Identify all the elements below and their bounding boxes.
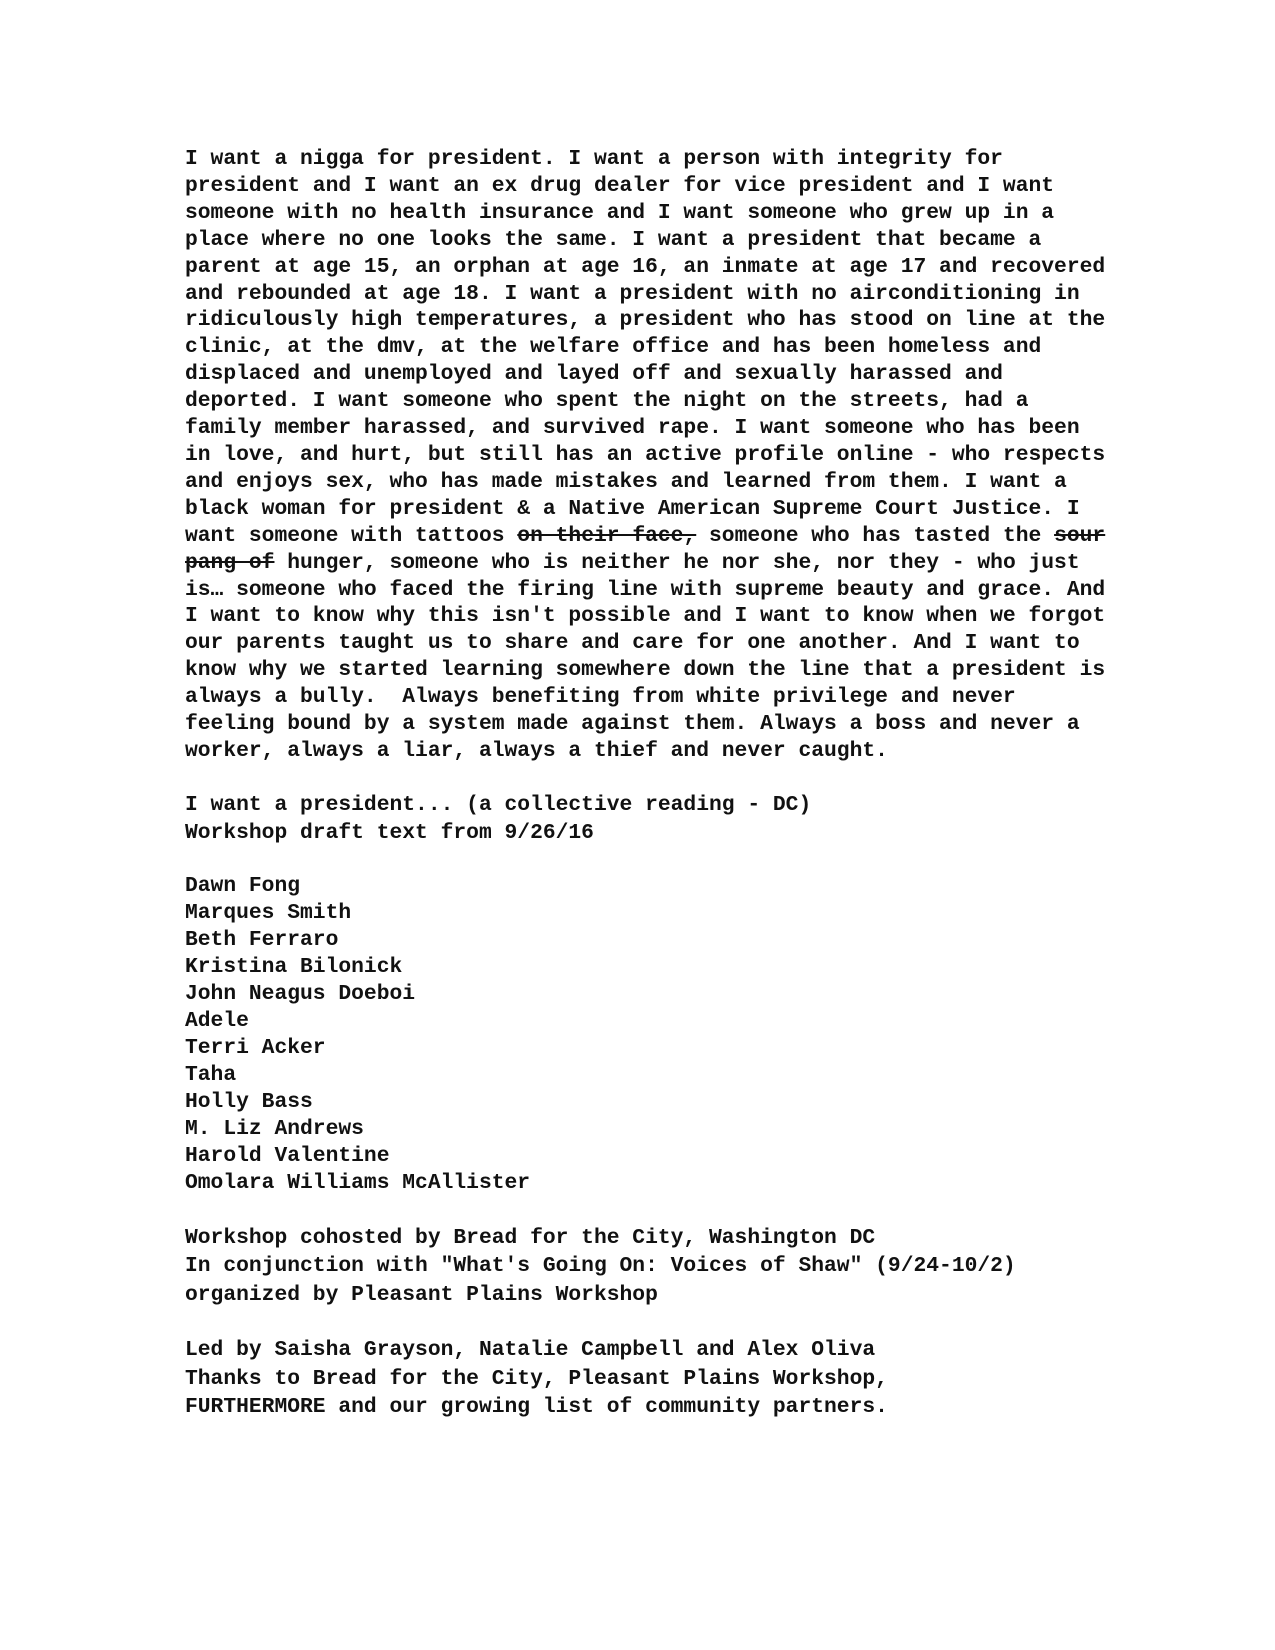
poem-text: is… someone who faced the firing line with supreme beauty and grace. And bbox=[185, 577, 1106, 602]
struck-text: on their face, bbox=[517, 523, 697, 548]
poem-line bbox=[185, 307, 1105, 334]
credits-block bbox=[185, 1336, 1105, 1422]
participant-name: Beth Ferraro bbox=[185, 927, 339, 952]
poem-body bbox=[185, 146, 1105, 765]
poem-line bbox=[185, 334, 1105, 361]
poem-line bbox=[185, 577, 1105, 604]
poem-text: and enjoys sex, who has made mistakes and learned from them. I want a bbox=[185, 469, 1067, 494]
participant-name: Omolara Williams McAllister bbox=[185, 1170, 531, 1195]
participant-name: Marques Smith bbox=[185, 900, 352, 925]
title-block bbox=[185, 791, 1105, 848]
poem-line bbox=[185, 603, 1105, 630]
poem-text: feeling bound by a system made against them. Always a boss and never a bbox=[185, 712, 1080, 737]
document-page bbox=[185, 146, 1105, 1422]
poem-text: I want a nigga for president. I want a person with integrity for bbox=[185, 147, 1003, 171]
poem-text: family member harassed, and survived rape. I want someone who has been bbox=[185, 416, 1080, 441]
organizer-line: organized by Pleasant Plains Workshop bbox=[185, 1282, 658, 1307]
poem-text: someone who has tasted the bbox=[696, 523, 1055, 548]
poem-line bbox=[185, 657, 1105, 684]
poem-line bbox=[185, 550, 1105, 577]
participant-name: Terri Acker bbox=[185, 1035, 326, 1060]
poem-line bbox=[185, 254, 1105, 281]
participant-name: Kristina Bilonick bbox=[185, 954, 403, 979]
poem-line bbox=[185, 684, 1105, 711]
poem-line bbox=[185, 523, 1105, 550]
thanks-line: Thanks to Bread for the City, Pleasant Plains Workshop, bbox=[185, 1366, 888, 1391]
poem-line bbox=[185, 146, 1105, 173]
poem-text: want someone with tattoos bbox=[185, 523, 518, 548]
cohost-line: Workshop cohosted by Bread for the City, Washington DC bbox=[185, 1225, 876, 1250]
poem-line bbox=[185, 630, 1105, 657]
struck-text: sour bbox=[1054, 523, 1106, 548]
poem-text: displaced and unemployed and layed off and sexually harassed and bbox=[185, 362, 1003, 387]
poem-line bbox=[185, 469, 1105, 496]
poem-line bbox=[185, 388, 1105, 415]
poem-text: deported. I want someone who spent the night on the streets, had a bbox=[185, 389, 1029, 414]
poem-text: clinic, at the dmv, at the welfare office and has been homeless and bbox=[185, 335, 1042, 360]
poem-line bbox=[185, 415, 1105, 442]
poem-line bbox=[185, 496, 1105, 523]
partners-line: FURTHERMORE and our growing list of community partners. bbox=[185, 1395, 888, 1420]
participant-name: Holly Bass bbox=[185, 1089, 313, 1114]
poem-line bbox=[185, 442, 1105, 469]
poem-line bbox=[185, 711, 1105, 738]
participant-name: Dawn Fong bbox=[185, 873, 301, 898]
poem-line bbox=[185, 281, 1105, 308]
poem-line bbox=[185, 173, 1105, 200]
poem-line bbox=[185, 227, 1105, 254]
poem-text: worker, always a liar, always a thief and never caught. bbox=[185, 738, 888, 763]
participant-name: Harold Valentine bbox=[185, 1143, 390, 1168]
participant-list bbox=[185, 873, 1105, 1197]
poem-line bbox=[185, 738, 1105, 765]
cohost-block bbox=[185, 1224, 1105, 1310]
poem-text: ridiculously high temperatures, a president who has stood on line at the bbox=[185, 308, 1106, 333]
poem-text: hunger, someone who is neither he nor she, nor they - who just bbox=[274, 550, 1080, 575]
leaders-line: Led by Saisha Grayson, Natalie Campbell and Alex Oliva bbox=[185, 1338, 876, 1363]
poem-text: and rebounded at age 18. I want a president with no airconditioning in bbox=[185, 281, 1080, 306]
poem-text: someone with no health insurance and I want someone who grew up in a bbox=[185, 200, 1055, 225]
poem-text: parent at age 15, an orphan at age 16, an inmate at age 17 and recovered bbox=[185, 254, 1106, 279]
conjunction-line: In conjunction with "What's Going On: Voices of Shaw" (9/24-10/2) bbox=[185, 1254, 1016, 1279]
poem-line bbox=[185, 361, 1105, 388]
draft-date: Workshop draft text from 9/26/16 bbox=[185, 821, 594, 846]
poem-text: know why we started learning somewhere down the line that a president is bbox=[185, 658, 1106, 683]
participant-name: Adele bbox=[185, 1008, 249, 1033]
poem-text: I want to know why this isn't possible and I want to know when we forgot bbox=[185, 604, 1106, 629]
reading-title: I want a president... (a collective reading - DC) bbox=[185, 792, 812, 817]
participant-name: Taha bbox=[185, 1062, 237, 1087]
poem-text: black woman for president & a Native American Supreme Court Justice. I bbox=[185, 496, 1080, 521]
participant-name: M. Liz Andrews bbox=[185, 1116, 364, 1141]
poem-text: place where no one looks the same. I want a president that became a bbox=[185, 227, 1042, 252]
poem-line bbox=[185, 200, 1105, 227]
poem-text: always a bully. Always benefiting from white privilege and never bbox=[185, 685, 1016, 710]
struck-text: pang of bbox=[185, 550, 275, 575]
poem-text: our parents taught us to share and care for one another. And I want to bbox=[185, 631, 1080, 656]
poem-text: president and I want an ex drug dealer for vice president and I want bbox=[185, 173, 1055, 198]
participant-name: John Neagus Doeboi bbox=[185, 981, 416, 1006]
poem-text: in love, and hurt, but still has an active profile online - who respects bbox=[185, 442, 1106, 467]
